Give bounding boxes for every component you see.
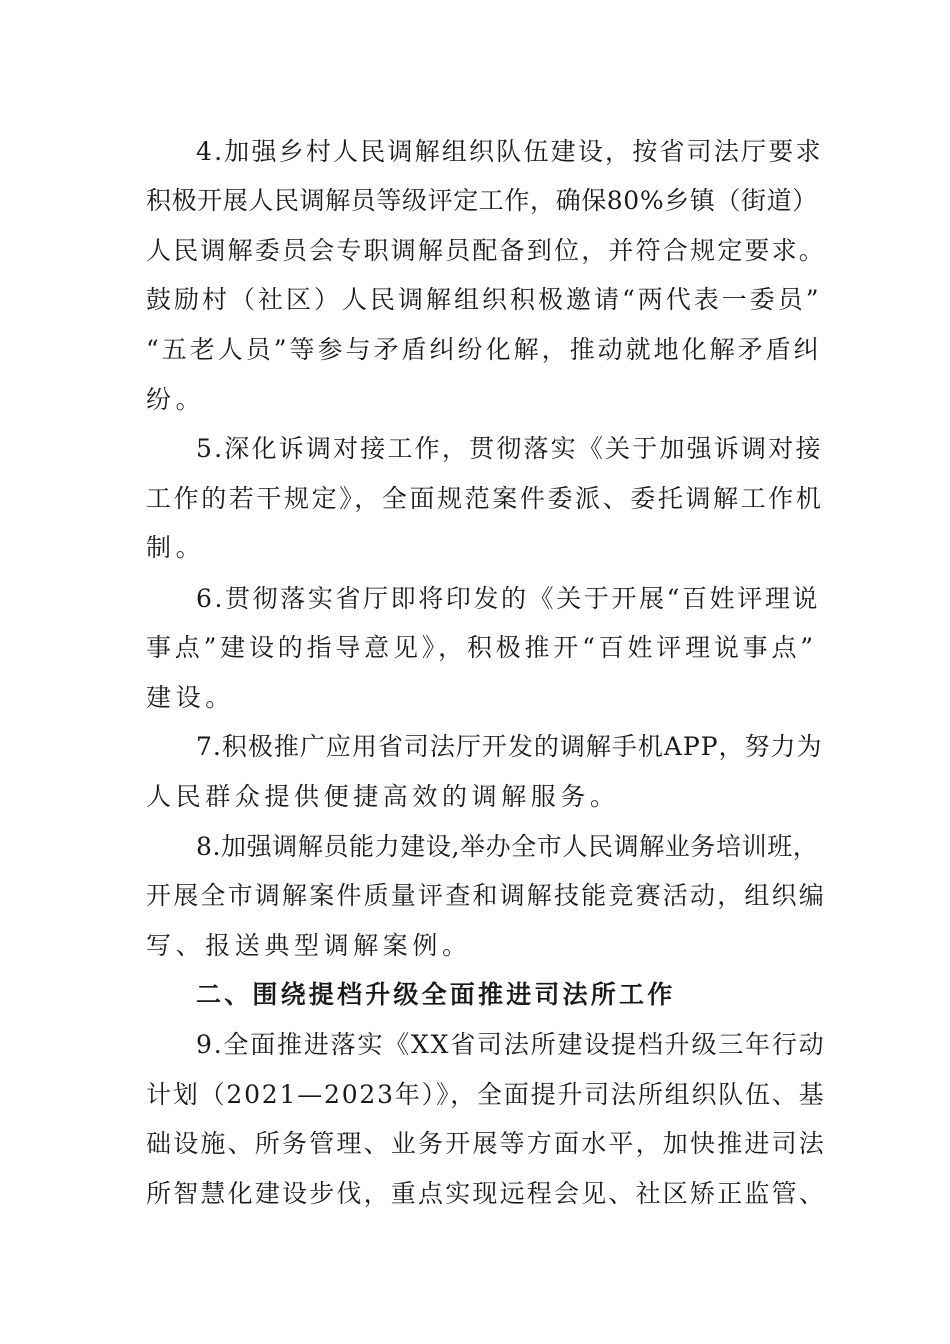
para-4-line-5: “五老人员”等参与矛盾纠纷化解，推动就地化解矛盾纠: [146, 335, 822, 364]
para-5-line-2: 工作的若干规定》，全面规范案件委派、委托调解工作机: [146, 484, 824, 513]
para-4-line-1: 4.加强乡村人民调解组织队伍建设，按省司法厅要求: [196, 137, 823, 166]
para-7-line-1: 7.积极推广应用省司法厅开发的调解手机APP，努力为: [196, 732, 823, 761]
para-9-line-4: 所智慧化建设步伐，重点实现远程会见、社区矫正监管、: [146, 1179, 827, 1208]
para-6-line-2: 事点”建设的指导意见》，积极推开“百姓评理说事点”: [146, 633, 817, 662]
para-5-line-1: 5.深化诉调对接工作，贯彻落实《关于加强诉调对接: [196, 434, 823, 463]
para-8-line-2: 开展全市调解案件质量评查和调解技能竞赛活动，组织编: [146, 881, 827, 910]
para-4-line-3: 人民调解委员会专职调解员配备到位，并符合规定要求。: [146, 236, 827, 265]
para-4-line-4: 鼓励村（社区）人民调解组织积极邀请“两代表一委员”: [146, 285, 822, 314]
para-9-line-2: 计划（2021—2023年）》，全面提升司法所组织队伍、基: [146, 1080, 826, 1109]
para-7-line-2: 人民群众提供便捷高效的调解服务。: [146, 782, 620, 811]
para-8-line-1: 8.加强调解员能力建设,举办全市人民调解业务培训班，: [196, 832, 819, 861]
para-9-line-1: 9.全面推进落实《XX省司法所建设提档升级三年行动: [196, 1030, 826, 1059]
section-heading: 二、围绕提档升级全面推进司法所工作: [196, 980, 676, 1009]
para-6-line-3: 建设。: [146, 683, 235, 712]
para-4-line-6: 纷。: [146, 385, 206, 414]
para-5-line-3: 制。: [146, 533, 206, 562]
para-4-line-2: 积极开展人民调解员等级评定工作，确保80%乡镇（街道）: [146, 186, 818, 215]
para-9-line-3: 础设施、所务管理、业务开展等方面水平，加快推进司法: [146, 1129, 827, 1158]
para-6-line-1: 6.贯彻落实省厅即将印发的《关于开展“百姓评理说: [196, 584, 821, 613]
para-8-line-3: 写、报送典型调解案例。: [146, 931, 472, 960]
